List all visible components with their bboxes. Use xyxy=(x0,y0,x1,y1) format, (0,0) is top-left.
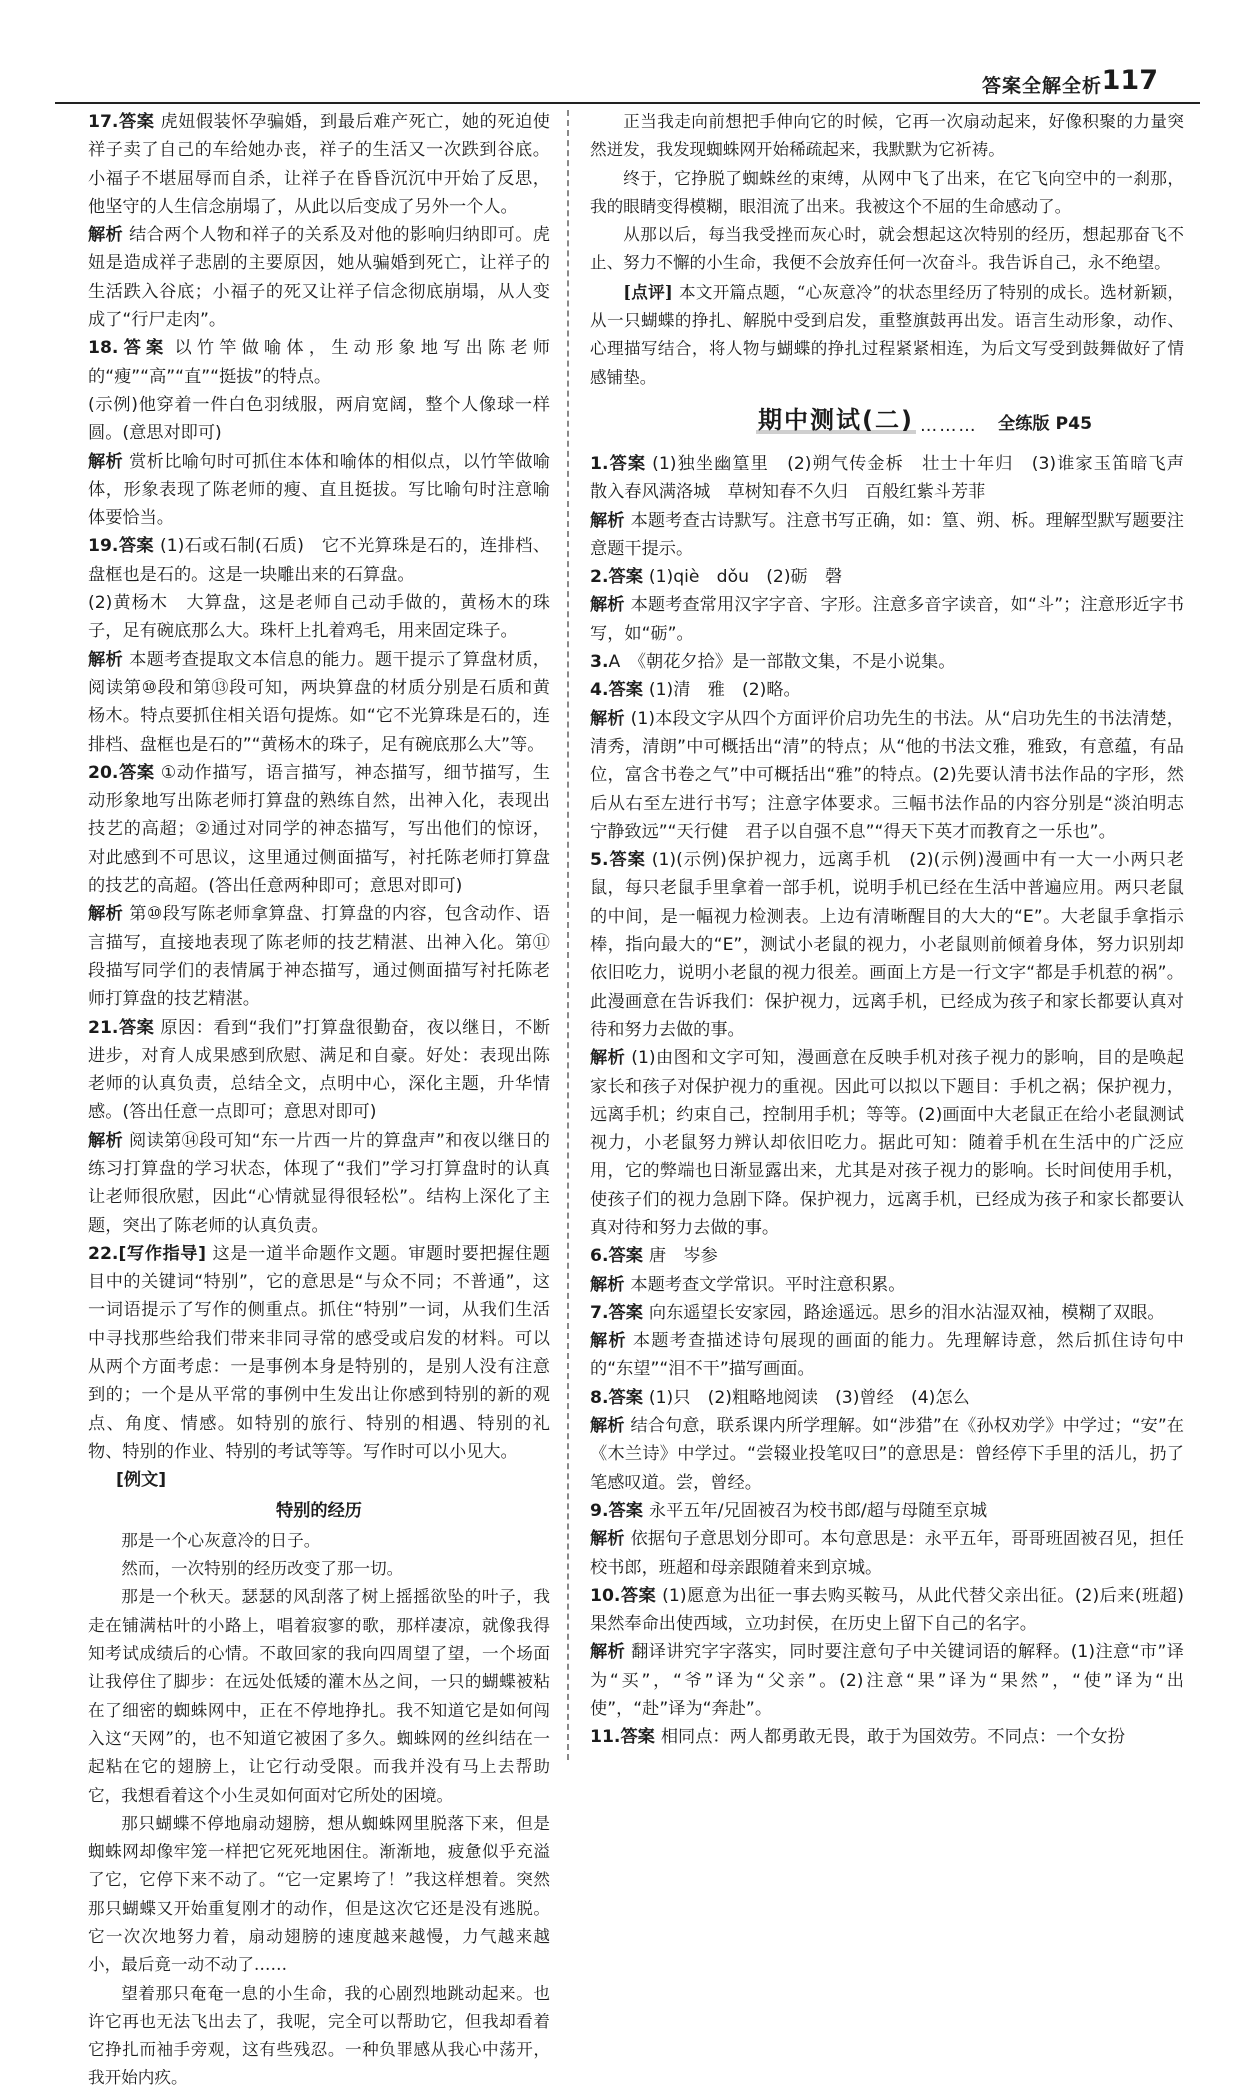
analysis-text: 依据句子意思划分即可。本句意思是：永平五年，哥哥班固被召见，担任校书郎，班超和母亲跟随着来到京城。 xyxy=(590,1529,1184,1578)
analysis-label: 解析 xyxy=(88,1130,124,1151)
analysis-label: 解析 xyxy=(590,1529,625,1550)
essay-title: 特别的经历 xyxy=(276,1500,362,1521)
item-6-analysis xyxy=(590,1271,1184,1299)
answer-label: 答案 xyxy=(620,1585,657,1606)
brand-area xyxy=(981,65,1158,100)
section-dots: ……… xyxy=(920,415,978,436)
q19-answer-2: (2)黄杨木 大算盘，这是老师自己动手做的，黄杨木的珠子，足有碗底那么大。珠杆上扎着鸡毛，用来固定珠子。 xyxy=(88,593,550,642)
answer-text: 原因：看到“我们”打算盘很勤奋，夜以继日，不断进步，对育人成果感到欣慰、满足和自豪。好处：表现出陈老师的认真负责，总结全文，点明中心，深化主题，升华情感。(答出任意一点即可；意思对即可) xyxy=(88,1017,550,1123)
essay-paragraph: 终于，它挣脱了蜘蛛丝的束缚，从网中飞了出来，在它飞向空中的一刹那，我的眼睛变得模糊，眼泪流了出来。我被这个不屈的生命感动了。 xyxy=(590,168,1184,216)
essay-paragraph: 从那以后，每当我受挫而灰心时，就会想起这次特别的经历，想起那奋飞不止、努力不懈的小生命，我便不会放弃任何一次奋斗。我告诉自己，永不绝望。 xyxy=(590,225,1184,273)
item-1-answer xyxy=(590,450,1202,507)
brand-title: 答案全解全析 xyxy=(981,75,1102,97)
item-9-analysis xyxy=(590,1525,1184,1582)
right-column xyxy=(590,108,1202,1752)
question-number: 1. xyxy=(590,453,609,474)
analysis-text: 结合两个人物和祥子的关系及对他的影响归纳即可。虎妞是造成祥子悲剧的主要原因，她从骗婚到死亡，让祥子的生活跌入谷底；小福子的死又让祥子信念彻底崩塌，从人变成了“行尸走肉”。 xyxy=(88,225,550,331)
guide-label: [写作指导] xyxy=(118,1243,206,1264)
question-number: 4. xyxy=(590,680,609,701)
item-7-analysis xyxy=(590,1327,1184,1384)
answer-label: 答案 xyxy=(608,1387,643,1408)
answer-label: 答案 xyxy=(118,762,155,783)
answer-text: (1)只 (2)粗略地阅读 (3)曾经 (4)怎么 xyxy=(648,1387,970,1408)
item-10-analysis xyxy=(590,1638,1184,1723)
question-number: 7. xyxy=(590,1302,609,1323)
answer-label: 答案 xyxy=(118,1017,155,1038)
essay-comment xyxy=(590,278,1184,392)
question-number: 21. xyxy=(88,1017,119,1038)
q18-answer xyxy=(88,334,550,391)
header-rule xyxy=(55,102,1200,104)
q17-analysis xyxy=(88,221,550,334)
answer-text: ①动作描写，语言描写，神态描写，细节描写，生动形象地写出陈老师打算盘的熟练自然，出神入化，表现出技艺的高超；②通过对同学的神态描写，写出他们的惊讶，对此感到不可思议，这里通过侧面描写，衬托陈老师打算盘的技艺的高超。(答出任意两种即可；意思对即可) xyxy=(88,762,550,897)
analysis-text: 阅读第⑭段可知“东一片西一片的算盘声”和夜以继日的练习打算盘的学习状态，体现了“我们”学习打算盘时的认真让老师很欣慰，因此“心情就显得很轻松”。结构上深化了主题，突出了陈老师的认真负责。 xyxy=(88,1130,550,1236)
answer-label: 答案 xyxy=(608,680,643,701)
item-6-answer xyxy=(590,1242,1184,1270)
answer-label: 答案 xyxy=(608,1302,643,1323)
analysis-label: 解析 xyxy=(590,1274,625,1295)
essay-paragraph: 然而，一次特别的经历改变了那一切。 xyxy=(121,1559,404,1579)
answer-label: 答案 xyxy=(608,1246,643,1267)
answer-label: 答案 xyxy=(608,453,647,474)
answer-text: (1)石或石制(石质) 它不光算珠是石的，连排档、盘框也是石的。这是一块雕出来的石算盘。 xyxy=(88,536,550,585)
q20-analysis xyxy=(88,900,550,1013)
answer-label: 答案 xyxy=(118,112,155,132)
analysis-label: 解析 xyxy=(590,1416,625,1437)
analysis-label: 解析 xyxy=(590,1331,627,1352)
answer-text: 虎妞假装怀孕骗婚，到最后难产死亡，她的死迫使祥子卖了自己的车给她办丧，祥子的生活又一次跌到谷底。小福子不堪屈辱而自杀，让祥子在昏昏沉沉中开始了反思，他坚守的人生信念崩塌了，从此以后变成了另外一个人。 xyxy=(88,112,550,217)
answer-text: (1)(示例)保护视力，远离手机 (2)(示例)漫画中有一大一小两只老鼠，每只老鼠手里拿着一部手机，说明手机已经在生活中普遍应用。两只老鼠的中间，是一幅视力检测表。上边有清晰醒目的大大的“E”。大老鼠手拿指示棒，指向最大的“E”，测试小老鼠的视力，小老鼠则前倾着身体，努力识别却依旧吃力，说明小老鼠的视力很差。画面上方是一行文字“都是手机惹的祸”。此漫画意在告诉我们：保护视力，远离手机，已经成为孩子和家长都要认真对待和努力去做的事。 xyxy=(590,850,1184,1040)
answer-text: 以竹竿做喻体，生动形象地写出陈老师的“瘦”“高”“直”“挺拔”的特点。 xyxy=(88,338,550,387)
answer-label: 答案 xyxy=(608,567,643,588)
essay-paragraph: 那是一个心灰意冷的日子。 xyxy=(121,1530,321,1550)
question-number: 17. xyxy=(88,112,119,132)
analysis-text: 结合句意，联系课内所学理解。如“涉猎”在《孙权劝学》中学过；“安”在《木兰诗》中学过。“尝辍业投笔叹曰”的意思是：曾经停下手里的活儿，扔了笔感叹道。尝，曾经。 xyxy=(590,1416,1184,1493)
answer-text: 相同点：两人都勇敢无畏，敢于为国效劳。不同点：一个女扮 xyxy=(660,1727,1125,1748)
q19-analysis xyxy=(88,646,550,759)
item-8-answer xyxy=(590,1384,1184,1412)
question-number: 20. xyxy=(88,762,119,783)
answer-label: 答案 xyxy=(118,338,169,359)
answer-text: 向东遥望长安家园，路途遥远。思乡的泪水沾湿双袖，模糊了双眼。 xyxy=(648,1302,1165,1323)
analysis-label: 解析 xyxy=(88,451,124,472)
question-number: 8. xyxy=(590,1387,609,1408)
analysis-label: 解析 xyxy=(590,708,625,729)
item-8-analysis xyxy=(590,1412,1184,1497)
answer-text: (1)qiè dǒu (2)砺 磬 xyxy=(648,567,843,588)
question-number: 11. xyxy=(590,1727,621,1748)
analysis-text: 本题考查文学常识。平时注意积累。 xyxy=(630,1274,906,1295)
q19-answer xyxy=(88,532,550,589)
analysis-text: 第⑩段写陈老师拿算盘、打算盘的内容，包含动作、语言描写，直接地表现了陈老师的技艺精湛、出神入化。第⑪段描写同学们的表情属于神态描写，通过侧面描写衬托陈老师打算盘的技艺精湛。 xyxy=(88,904,550,1010)
item-2-answer xyxy=(590,563,1184,591)
question-number: 10. xyxy=(590,1585,621,1606)
item-9-answer xyxy=(590,1497,1184,1525)
question-number: 6. xyxy=(590,1246,609,1267)
question-number: 9. xyxy=(590,1500,609,1521)
analysis-text: (1)本段文字从四个方面评价启功先生的书法。从“启功先生的书法清楚，清秀，清朗”中可概括出“清”的特点；从“他的书法文雅，雅致，有意蕴，有品位，富含书卷之气”中可概括出“雅”的特点。(2)先要认清书法作品的字形，然后从右至左进行书写；注意字体要求。三幅书法作品的内容分别是“淡泊明志 宁静致远”“天行健 君子以自强不息”“得天下英才而教育之一乐也”。 xyxy=(590,708,1202,842)
analysis-label: 解析 xyxy=(590,595,625,616)
comment-text: 本文开篇点题，“心灰意冷”的状态里经历了特别的成长。选材新颖，从一只蝴蝶的挣扎、解脱中受到启发，重整旗鼓再出发。语言生动形象，动作、心理描写结合，将人物与蝴蝶的挣扎过程紧紧相连，为后文写受到鼓舞做好了情感铺垫。 xyxy=(590,282,1185,387)
question-number: 5. xyxy=(590,850,609,871)
analysis-label: 解析 xyxy=(590,1642,626,1663)
q21-analysis xyxy=(88,1127,550,1240)
essay-paragraph: 那是一个秋天。瑟瑟的风刮落了树上摇摇欲坠的叶子，我走在铺满枯叶的小路上，唱着寂寥的歌，那样凄凉，就像我得知考试成绩后的心情。不敢回家的我向四周望了望，一个场面让我停住了脚步：在远处低矮的灌木丛之间，一只的蝴蝶被粘在了细密的蜘蛛网中，正在不停地挣扎。我不知道它是如何闯入这“天网”的，也不知道它被困了多久。蜘蛛网的丝纠结在一起粘在它的翅膀上，让它行动受限。而我并没有马上去帮助它，我想看着这个小生灵如何面对它所处的困境。 xyxy=(88,1587,550,1805)
example-label: [例文] xyxy=(116,1470,167,1491)
analysis-text: 赏析比喻句时可抓住本体和喻体的相似点，以竹竿做喻体，形象表现了陈老师的瘦、直且挺拔。写比喻句时注意喻体要恰当。 xyxy=(88,451,550,529)
item-4-analysis xyxy=(590,705,1202,846)
answer-text: (1)清 雅 (2)略。 xyxy=(648,680,801,701)
item-10-answer xyxy=(590,1582,1184,1639)
analysis-text: 本题考查常用汉字字音、字形。注意多音字读音，如“斗”；注意形近字书写，如“砺”。 xyxy=(590,595,1184,644)
essay-paragraph: 正当我走向前想把手伸向它的时候，它再一次扇动起来，好像积聚的力量突然迸发，我发现蜘蛛网开始稀疏起来，我默默为它祈祷。 xyxy=(590,112,1184,160)
page-number: 117 xyxy=(1101,65,1158,96)
analysis-label: 解析 xyxy=(88,225,124,246)
question-number: 18. xyxy=(88,338,119,359)
q20-answer xyxy=(88,759,550,900)
question-number: 2. xyxy=(590,567,609,588)
answer-text: (1)愿意为出征一事去购买鞍马，从此代替父亲出征。(2)后来(班超)果然奉命出使西域，立功封侯，在历史上留下自己的名字。 xyxy=(590,1585,1184,1635)
item-2-analysis xyxy=(590,591,1184,648)
analysis-text: 本题考查描述诗句展现的画面的能力。先理解诗意，然后抓住诗句中的“东望”“泪不干”描写画面。 xyxy=(590,1331,1184,1380)
item-7-answer xyxy=(590,1299,1184,1327)
q21-answer xyxy=(88,1014,550,1127)
answer-label: 答案 xyxy=(608,1500,643,1521)
question-number: 19. xyxy=(88,536,119,557)
answer-text: 永平五年/兄固被召为校书郎/超与母随至京城 xyxy=(648,1500,988,1521)
answer-text: 唐 岑参 xyxy=(648,1246,718,1267)
q18-example: (示例)他穿着一件白色羽绒服，两肩宽阔，整个人像球一样圆。(意思对即可) xyxy=(88,394,550,444)
analysis-label: 解析 xyxy=(590,510,625,531)
comment-label: [点评] xyxy=(623,281,673,302)
analysis-text: 翻译讲究字字落实，同时要注意句子中关键词语的解释。(1)注意“市”译为“买”，“爷”译为“父亲”。(2)注意“果”译为“果然”，“使”译为“出使”，“赴”译为“奔赴”。 xyxy=(590,1642,1184,1720)
guide-text: 这是一道半命题作文题。审题时要把握住题目中的关键词“特别”，它的意思是“与众不同；不普通”，这一词语提示了写作的侧重点。抓住“特别”一词，从我们生活中寻找那些给我们带来非同寻常的感受或启发的材料。可以从两个方面考虑：一是事例本身是特别的，是别人没有注意到的；一个是从平常的事例中生发出让你感到特别的新的观点、角度、情感。如特别的旅行、特别的相遇、特别的礼物、特别的作业、特别的考试等等。写作时可以小见大。 xyxy=(88,1243,550,1462)
q22-guide xyxy=(88,1240,550,1466)
item-5-answer xyxy=(590,846,1184,1044)
item-3-answer xyxy=(590,648,1184,676)
analysis-label: 解析 xyxy=(590,1048,626,1069)
answer-text: (1)独坐幽篁里 (2)朔气传金柝 壮士十年归 (3)谁家玉笛暗飞声 散入春风满洛城 草树知春不久归 百般红紫斗芳菲 xyxy=(590,453,1202,503)
analysis-text: 本题考查提取文本信息的能力。题干提示了算盘材质，阅读第⑩段和第⑬段可知，两块算盘的材质分别是石质和黄杨木。特点要抓住相关语句提炼。如“它不光算珠是石的，连排档、盘框也是石的”“黄杨木的珠子，足有碗底那么大”等。 xyxy=(88,649,550,755)
item-11-answer xyxy=(590,1723,1184,1751)
section-title: 期中测试(二) xyxy=(758,405,914,434)
analysis-label: 解析 xyxy=(88,649,124,670)
question-number: 3. xyxy=(590,652,609,673)
analysis-label: 解析 xyxy=(88,904,124,925)
answer-label: 答案 xyxy=(608,850,646,871)
page-header xyxy=(0,66,1250,106)
answer-label: 答案 xyxy=(620,1727,655,1748)
analysis-text: 本题考查古诗默写。注意书写正确，如：篁、朔、柝。理解型默写题要注意题干提示。 xyxy=(590,510,1184,559)
essay-paragraph: 那只蝴蝶不停地扇动翅膀，想从蜘蛛网里脱落下来，但是蜘蛛网却像牢笼一样把它死死地困住。渐渐地，疲惫似乎充溢了它，它停下来不动了。“它一定累垮了！”我这样想着。突然那只蝴蝶又开始重复刚才的动作，但是这次它还是没有逃脱。它一次次地努力着，扇动翅膀的速度越来越慢，力气越来越小，最后竟一动不动了…… xyxy=(88,1813,550,1975)
left-column xyxy=(88,108,550,2093)
answer-label: 答案 xyxy=(118,536,154,557)
q17-answer xyxy=(88,108,550,221)
section-header xyxy=(590,404,1184,450)
item-5-analysis xyxy=(590,1044,1184,1242)
item-4-answer xyxy=(590,676,1184,704)
analysis-text: (1)由图和文字可知，漫画意在反映手机对孩子视力的影响，目的是唤起家长和孩子对保护视力的重视。因此可以拟以下题目：手机之祸；保护视力，远离手机；约束自己，控制用手机；等等。(2)画面中大老鼠正在给小老鼠测试视力，小老鼠努力辨认却依旧吃力。据此可知：随着手机在生活中的广泛应用，它的弊端也日渐显露出来，尤其是对孩子视力的影响。长时间使用手机，使孩子们的视力急剧下降。保护视力，远离手机，已经成为孩子和家长都要认真对待和努力去做的事。 xyxy=(590,1048,1184,1238)
answer-text: A 《朝花夕拾》是一部散文集，不是小说集。 xyxy=(608,652,956,673)
q18-analysis xyxy=(88,448,550,533)
section-reference: 全练版 P45 xyxy=(998,413,1093,434)
question-number: 22. xyxy=(88,1243,119,1264)
column-divider xyxy=(567,110,569,1760)
item-1-analysis xyxy=(590,507,1184,564)
essay-paragraph: 望着那只奄奄一息的小生命，我的心剧烈地跳动起来。也许它再也无法飞出去了，我呢，完全可以帮助它，但我却看着它挣扎而袖手旁观，这有些残忍。一种负罪感从我心中荡开，我开始内疚。 xyxy=(88,1983,550,2088)
